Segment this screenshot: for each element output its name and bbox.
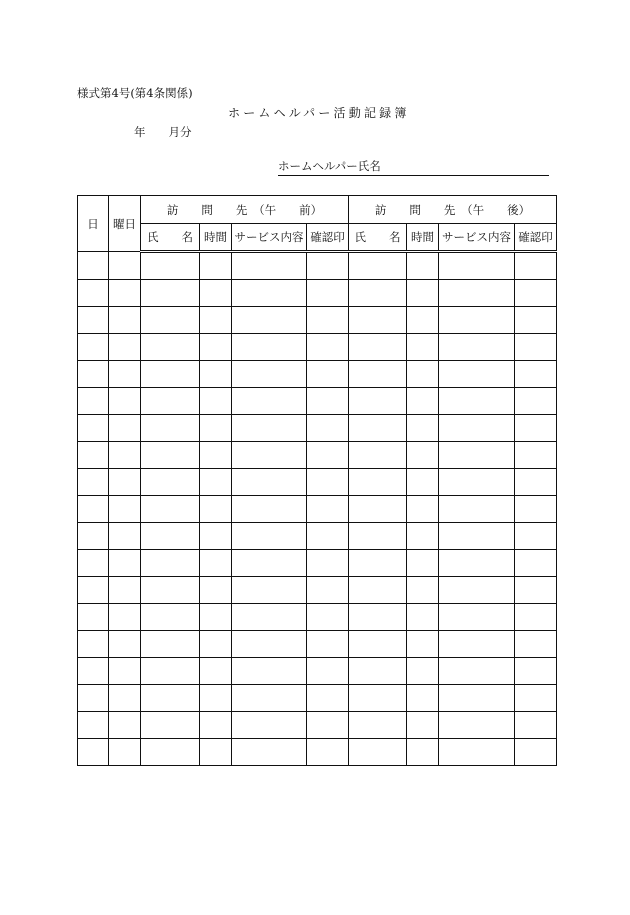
day-cell[interactable] — [78, 280, 109, 307]
pm-time-cell[interactable] — [407, 685, 439, 712]
am-seal-cell[interactable] — [307, 388, 349, 415]
day-cell[interactable] — [78, 739, 109, 766]
weekday-cell[interactable] — [109, 604, 141, 631]
pm-service-cell[interactable] — [439, 712, 515, 739]
am-service-cell[interactable] — [232, 631, 307, 658]
pm-service-cell[interactable] — [439, 361, 515, 388]
table-row — [78, 280, 557, 307]
pm-name-cell[interactable] — [349, 658, 407, 685]
am-time-cell[interactable] — [200, 496, 232, 523]
am-service-cell[interactable] — [232, 388, 307, 415]
pm-seal-cell[interactable] — [515, 415, 557, 442]
weekday-cell[interactable] — [109, 280, 141, 307]
weekday-cell[interactable] — [109, 334, 141, 361]
day-cell[interactable] — [78, 361, 109, 388]
am-seal-cell[interactable] — [307, 550, 349, 577]
pm-seal-cell[interactable] — [515, 334, 557, 361]
pm-name-cell[interactable] — [349, 685, 407, 712]
pm-service-cell[interactable] — [439, 631, 515, 658]
am-service-cell[interactable] — [232, 469, 307, 496]
am-time-cell[interactable] — [200, 334, 232, 361]
am-time-cell[interactable] — [200, 361, 232, 388]
pm-time-cell[interactable] — [407, 307, 439, 334]
day-cell[interactable] — [78, 631, 109, 658]
pm-service-cell[interactable] — [439, 334, 515, 361]
am-time-cell[interactable] — [200, 658, 232, 685]
table-row — [78, 415, 557, 442]
am-seal-cell[interactable] — [307, 442, 349, 469]
pm-service-cell[interactable] — [439, 442, 515, 469]
day-cell[interactable] — [78, 415, 109, 442]
am-time-cell[interactable] — [200, 280, 232, 307]
am-seal-cell[interactable] — [307, 712, 349, 739]
pm-seal-cell[interactable] — [515, 252, 557, 280]
pm-seal-cell[interactable] — [515, 523, 557, 550]
pm-name-cell[interactable] — [349, 550, 407, 577]
table-row — [78, 577, 557, 604]
pm-name-cell[interactable] — [349, 307, 407, 334]
am-name-cell[interactable] — [141, 658, 200, 685]
weekday-cell[interactable] — [109, 550, 141, 577]
day-cell[interactable] — [78, 658, 109, 685]
am-time-cell[interactable] — [200, 307, 232, 334]
pm-service-cell[interactable] — [439, 550, 515, 577]
am-seal-cell[interactable] — [307, 496, 349, 523]
pm-seal-cell[interactable] — [515, 307, 557, 334]
am-seal-cell[interactable] — [307, 739, 349, 766]
day-cell[interactable] — [78, 307, 109, 334]
pm-name-cell[interactable] — [349, 469, 407, 496]
pm-name-cell[interactable] — [349, 712, 407, 739]
weekday-cell[interactable] — [109, 523, 141, 550]
pm-service-cell[interactable] — [439, 388, 515, 415]
am-seal-cell[interactable] — [307, 658, 349, 685]
pm-seal-cell[interactable] — [515, 469, 557, 496]
table-row — [78, 334, 557, 361]
pm-time-cell[interactable] — [407, 415, 439, 442]
am-service-cell[interactable] — [232, 442, 307, 469]
pm-time-cell[interactable] — [407, 280, 439, 307]
table-row — [78, 658, 557, 685]
am-seal-cell[interactable] — [307, 577, 349, 604]
table-row — [78, 604, 557, 631]
am-service-cell[interactable] — [232, 712, 307, 739]
table-row — [78, 712, 557, 739]
am-service-header: サービス内容 — [232, 224, 307, 252]
pm-time-cell[interactable] — [407, 523, 439, 550]
visit-am-header: 訪 問 先 （午 前） — [141, 196, 349, 224]
log-body — [78, 252, 557, 766]
day-cell[interactable] — [78, 334, 109, 361]
weekday-cell[interactable] — [109, 388, 141, 415]
day-cell[interactable] — [78, 252, 109, 280]
visit-pm-header: 訪 問 先 （午 後） — [349, 196, 557, 224]
pm-service-cell[interactable] — [439, 469, 515, 496]
am-name-cell[interactable] — [141, 712, 200, 739]
pm-seal-cell[interactable] — [515, 388, 557, 415]
pm-seal-header: 確認印 — [515, 224, 557, 252]
table-row — [78, 523, 557, 550]
am-service-cell[interactable] — [232, 658, 307, 685]
pm-name-header: 氏 名 — [349, 224, 407, 252]
pm-seal-cell[interactable] — [515, 280, 557, 307]
am-seal-cell[interactable] — [307, 523, 349, 550]
am-time-cell[interactable] — [200, 685, 232, 712]
am-name-cell[interactable] — [141, 442, 200, 469]
activity-log-table — [77, 195, 557, 766]
pm-seal-cell[interactable] — [515, 631, 557, 658]
table-row — [78, 496, 557, 523]
am-service-cell[interactable] — [232, 523, 307, 550]
pm-time-cell[interactable] — [407, 469, 439, 496]
day-cell[interactable] — [78, 577, 109, 604]
pm-name-cell[interactable] — [349, 334, 407, 361]
am-time-cell[interactable] — [200, 631, 232, 658]
pm-name-cell[interactable] — [349, 361, 407, 388]
am-service-cell[interactable] — [232, 334, 307, 361]
am-name-cell[interactable] — [141, 631, 200, 658]
pm-seal-cell[interactable] — [515, 361, 557, 388]
pm-service-cell[interactable] — [439, 252, 515, 280]
day-cell[interactable] — [78, 523, 109, 550]
pm-name-cell[interactable] — [349, 523, 407, 550]
am-service-cell[interactable] — [232, 739, 307, 766]
pm-time-cell[interactable] — [407, 550, 439, 577]
am-service-cell[interactable] — [232, 280, 307, 307]
day-cell[interactable] — [78, 442, 109, 469]
weekday-cell[interactable] — [109, 712, 141, 739]
pm-service-cell[interactable] — [439, 604, 515, 631]
pm-service-cell[interactable] — [439, 658, 515, 685]
pm-service-cell[interactable] — [439, 280, 515, 307]
pm-seal-cell[interactable] — [515, 739, 557, 766]
am-service-cell[interactable] — [232, 685, 307, 712]
pm-name-cell[interactable] — [349, 631, 407, 658]
pm-seal-cell[interactable] — [515, 496, 557, 523]
am-service-cell[interactable] — [232, 415, 307, 442]
am-name-cell[interactable] — [141, 307, 200, 334]
pm-seal-cell[interactable] — [515, 712, 557, 739]
am-seal-cell[interactable] — [307, 307, 349, 334]
am-name-cell[interactable] — [141, 334, 200, 361]
am-seal-cell[interactable] — [307, 631, 349, 658]
year-month-label: 年 月分 — [134, 125, 192, 139]
pm-seal-cell[interactable] — [515, 442, 557, 469]
weekday-cell[interactable] — [109, 685, 141, 712]
table-row — [78, 388, 557, 415]
am-name-cell[interactable] — [141, 523, 200, 550]
am-seal-cell[interactable] — [307, 604, 349, 631]
day-header: 日 — [78, 196, 109, 252]
pm-time-cell[interactable] — [407, 712, 439, 739]
weekday-cell[interactable] — [109, 496, 141, 523]
day-cell[interactable] — [78, 496, 109, 523]
am-time-cell[interactable] — [200, 550, 232, 577]
table-row — [78, 550, 557, 577]
am-time-cell[interactable] — [200, 252, 232, 280]
pm-service-cell[interactable] — [439, 496, 515, 523]
am-name-cell[interactable] — [141, 550, 200, 577]
weekday-cell[interactable] — [109, 252, 141, 280]
weekday-cell[interactable] — [109, 415, 141, 442]
am-name-cell[interactable] — [141, 604, 200, 631]
day-cell[interactable] — [78, 712, 109, 739]
pm-time-cell[interactable] — [407, 739, 439, 766]
pm-time-cell[interactable] — [407, 361, 439, 388]
am-time-cell[interactable] — [200, 469, 232, 496]
day-cell[interactable] — [78, 469, 109, 496]
table-row — [78, 631, 557, 658]
pm-time-cell[interactable] — [407, 631, 439, 658]
am-seal-cell[interactable] — [307, 280, 349, 307]
pm-service-header: サービス内容 — [439, 224, 515, 252]
day-cell[interactable] — [78, 685, 109, 712]
pm-time-cell[interactable] — [407, 388, 439, 415]
pm-service-cell[interactable] — [439, 739, 515, 766]
am-time-cell[interactable] — [200, 388, 232, 415]
am-service-cell[interactable] — [232, 496, 307, 523]
am-service-cell[interactable] — [232, 604, 307, 631]
pm-seal-cell[interactable] — [515, 685, 557, 712]
pm-seal-cell[interactable] — [515, 658, 557, 685]
am-time-cell[interactable] — [200, 739, 232, 766]
am-seal-cell[interactable] — [307, 415, 349, 442]
am-name-cell[interactable] — [141, 739, 200, 766]
am-name-cell[interactable] — [141, 252, 200, 280]
am-time-cell[interactable] — [200, 604, 232, 631]
am-seal-cell[interactable] — [307, 361, 349, 388]
am-name-cell[interactable] — [141, 361, 200, 388]
table-row — [78, 739, 557, 766]
table-row — [78, 252, 557, 280]
helper-name-label: ホームヘルパー氏名 — [278, 159, 381, 173]
pm-service-cell[interactable] — [439, 307, 515, 334]
pm-name-cell[interactable] — [349, 577, 407, 604]
weekday-cell[interactable] — [109, 658, 141, 685]
am-name-cell[interactable] — [141, 415, 200, 442]
am-service-cell[interactable] — [232, 252, 307, 280]
table-row — [78, 442, 557, 469]
am-time-cell[interactable] — [200, 442, 232, 469]
table-row — [78, 361, 557, 388]
am-service-cell[interactable] — [232, 550, 307, 577]
weekday-cell[interactable] — [109, 469, 141, 496]
weekday-cell[interactable] — [109, 442, 141, 469]
am-name-cell[interactable] — [141, 388, 200, 415]
pm-time-cell[interactable] — [407, 577, 439, 604]
weekday-cell[interactable] — [109, 307, 141, 334]
am-name-header: 氏 名 — [141, 224, 200, 252]
am-name-cell[interactable] — [141, 577, 200, 604]
day-cell[interactable] — [78, 550, 109, 577]
am-name-cell[interactable] — [141, 496, 200, 523]
pm-time-cell[interactable] — [407, 604, 439, 631]
am-time-cell[interactable] — [200, 712, 232, 739]
weekday-cell[interactable] — [109, 361, 141, 388]
pm-time-cell[interactable] — [407, 252, 439, 280]
am-time-header: 時間 — [200, 224, 232, 252]
day-cell[interactable] — [78, 604, 109, 631]
am-service-cell[interactable] — [232, 361, 307, 388]
pm-seal-cell[interactable] — [515, 577, 557, 604]
am-time-cell[interactable] — [200, 577, 232, 604]
pm-name-cell[interactable] — [349, 280, 407, 307]
am-name-cell[interactable] — [141, 280, 200, 307]
am-name-cell[interactable] — [141, 469, 200, 496]
document-title: ホームヘルパー活動記録簿 — [228, 106, 410, 120]
am-seal-cell[interactable] — [307, 334, 349, 361]
pm-time-cell[interactable] — [407, 442, 439, 469]
pm-seal-cell[interactable] — [515, 604, 557, 631]
pm-name-cell[interactable] — [349, 739, 407, 766]
form-number: 様式第4号(第4条関係) — [77, 86, 193, 100]
pm-service-cell[interactable] — [439, 685, 515, 712]
table-row — [78, 469, 557, 496]
pm-name-cell[interactable] — [349, 604, 407, 631]
pm-time-header: 時間 — [407, 224, 439, 252]
weekday-cell[interactable] — [109, 739, 141, 766]
am-seal-header: 確認印 — [307, 224, 349, 252]
pm-name-cell[interactable] — [349, 415, 407, 442]
pm-time-cell[interactable] — [407, 658, 439, 685]
weekday-cell[interactable] — [109, 577, 141, 604]
day-cell[interactable] — [78, 388, 109, 415]
am-service-cell[interactable] — [232, 577, 307, 604]
am-time-cell[interactable] — [200, 415, 232, 442]
pm-name-cell[interactable] — [349, 442, 407, 469]
pm-service-cell[interactable] — [439, 577, 515, 604]
am-time-cell[interactable] — [200, 523, 232, 550]
pm-time-cell[interactable] — [407, 334, 439, 361]
weekday-header: 曜日 — [109, 196, 141, 252]
am-service-cell[interactable] — [232, 307, 307, 334]
pm-time-cell[interactable] — [407, 496, 439, 523]
pm-service-cell[interactable] — [439, 415, 515, 442]
am-seal-cell[interactable] — [307, 252, 349, 280]
am-seal-cell[interactable] — [307, 469, 349, 496]
helper-name-field — [278, 158, 549, 176]
pm-seal-cell[interactable] — [515, 550, 557, 577]
pm-name-cell[interactable] — [349, 252, 407, 280]
pm-name-cell[interactable] — [349, 496, 407, 523]
table-row — [78, 307, 557, 334]
table-row — [78, 685, 557, 712]
weekday-cell[interactable] — [109, 631, 141, 658]
pm-name-cell[interactable] — [349, 388, 407, 415]
am-seal-cell[interactable] — [307, 685, 349, 712]
pm-service-cell[interactable] — [439, 523, 515, 550]
am-name-cell[interactable] — [141, 685, 200, 712]
